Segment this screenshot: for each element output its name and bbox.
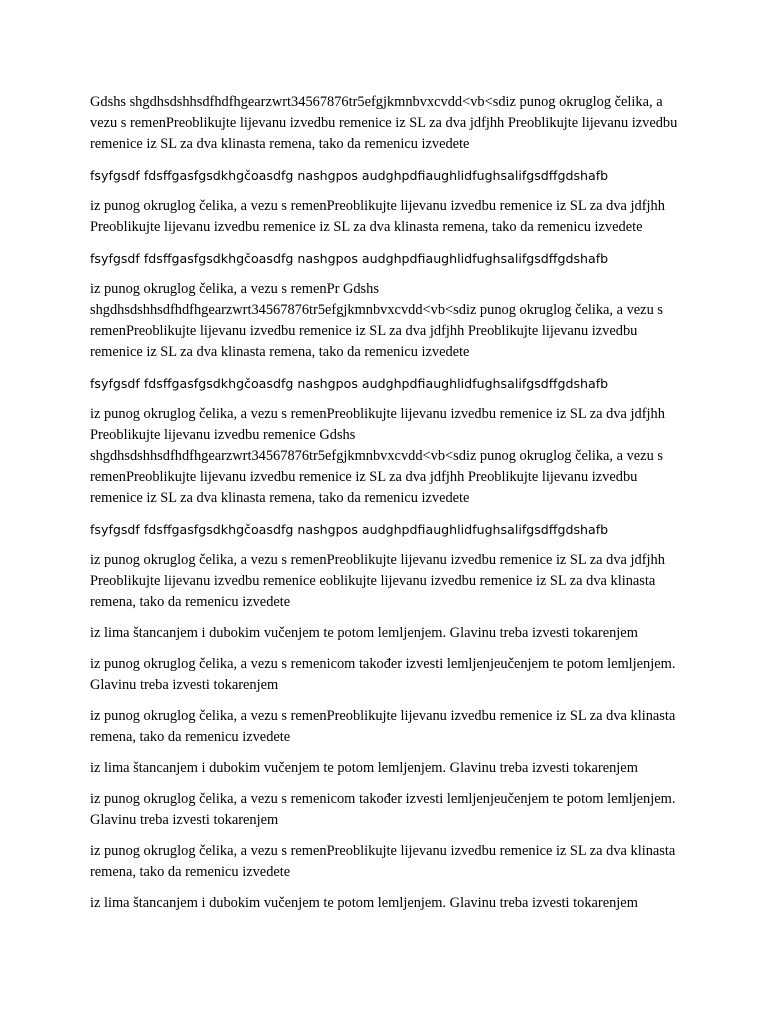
body-paragraph: fsyfgsdf fdsffgasfgsdkhgčoasdfg nashgpos audghpdfiaughlidfughsalifgsdffgdshafb bbox=[90, 522, 609, 537]
body-paragraph: iz punog okruglog čelika, a vezu s remenPr Gdshs shgdhsdshhsdfhdfhgearzwrt34567876tr5efgjkmnbvxcvdd<vb<sdiz punog okruglog čelika, a vezu s remenPreoblikujte lijevanu izvedbu remenice iz SL za dva jdfjhh Preoblikujte lijevanu izvedbu remenice iz SL za dva klinasta remena, tako da remenicu izvedete bbox=[90, 281, 663, 360]
body-paragraph: Gdshs shgdhsdshhsdfhdfhgearzwrt34567876tr5efgjkmnbvxcvdd<vb<sdiz punog okruglog čelika, a vezu s remenPreoblikujte lijevanu izvedbu remenice iz SL za dva jdfjhh Preoblikujte lijevanu izvedbu remenice iz SL za dva klinasta remena, tako da remenicu izvedete bbox=[90, 94, 678, 152]
body-paragraph: iz punog okruglog čelika, a vezu s remenicom također izvesti lemljenjeučenjem te potom lemljenjem. Glavinu treba izvesti tokarenjem bbox=[90, 791, 676, 828]
body-paragraph: iz punog okruglog čelika, a vezu s remenPreoblikujte lijevanu izvedbu remenice iz SL za dva klinasta remena, tako da remenicu izvedete bbox=[90, 708, 676, 745]
body-paragraph: iz lima štancanjem i dubokim vučenjem te potom lemljenjem. Glavinu treba izvesti tokarenjem bbox=[90, 625, 638, 641]
body-paragraph: fsyfgsdf fdsffgasfgsdkhgčoasdfg nashgpos audghpdfiaughlidfughsalifgsdffgdshafb bbox=[90, 251, 609, 266]
body-paragraph: fsyfgsdf fdsffgasfgsdkhgčoasdfg nashgpos audghpdfiaughlidfughsalifgsdffgdshafb bbox=[90, 376, 609, 391]
body-paragraph: iz punog okruglog čelika, a vezu s remenPreoblikujte lijevanu izvedbu remenice iz SL za dva jdfjhh Preoblikujte lijevanu izvedbu remenice Gdshs shgdhsdshhsdfhdfhgearzwrt34567876tr5efgjkmnbvxcvdd<vb<sdiz punog okruglog čelika, a vezu s remenPreoblikujte lijevanu izvedbu remenice iz SL za dva jdfjhh Preoblikujte lijevanu izvedbu remenice iz SL za dva klinasta remena, tako da remenicu izvedete bbox=[90, 406, 665, 506]
body-paragraph: iz punog okruglog čelika, a vezu s remenPreoblikujte lijevanu izvedbu remenice iz SL za dva jdfjhh Preoblikujte lijevanu izvedbu remenice iz SL za dva klinasta remena, tako da remenicu izvedete bbox=[90, 198, 665, 235]
document-page bbox=[90, 92, 680, 924]
body-paragraph: iz lima štancanjem i dubokim vučenjem te potom lemljenjem. Glavinu treba izvesti tokarenjem bbox=[90, 895, 638, 911]
body-paragraph: fsyfgsdf fdsffgasfgsdkhgčoasdfg nashgpos audghpdfiaughlidfughsalifgsdffgdshafb bbox=[90, 168, 609, 183]
body-paragraph: iz punog okruglog čelika, a vezu s remenicom također izvesti lemljenjeučenjem te potom lemljenjem. Glavinu treba izvesti tokarenjem bbox=[90, 656, 676, 693]
body-paragraph: iz lima štancanjem i dubokim vučenjem te potom lemljenjem. Glavinu treba izvesti tokarenjem bbox=[90, 760, 638, 776]
body-paragraph: iz punog okruglog čelika, a vezu s remenPreoblikujte lijevanu izvedbu remenice iz SL za dva jdfjhh Preoblikujte lijevanu izvedbu remenice eoblikujte lijevanu izvedbu remenice iz SL za dva klinasta remena, tako da remenicu izvedete bbox=[90, 552, 665, 610]
body-paragraph: iz punog okruglog čelika, a vezu s remenPreoblikujte lijevanu izvedbu remenice iz SL za dva klinasta remena, tako da remenicu izvedete bbox=[90, 843, 676, 880]
